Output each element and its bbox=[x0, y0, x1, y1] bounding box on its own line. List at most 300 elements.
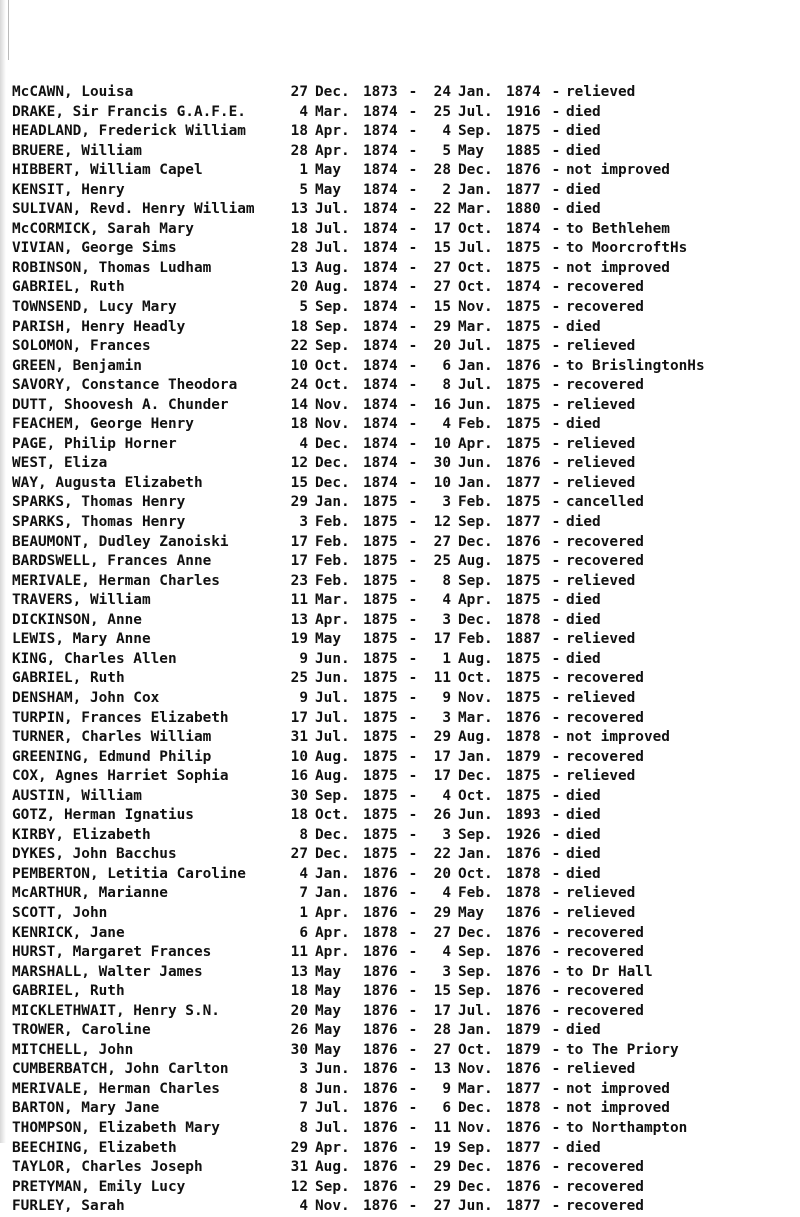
admission-day: 11 bbox=[290, 592, 308, 609]
outcome-dash: - bbox=[551, 787, 561, 804]
discharge-day: 11 bbox=[433, 1119, 451, 1136]
admission-month: May bbox=[315, 162, 341, 179]
discharge-year: 1876 bbox=[506, 1119, 541, 1136]
outcome-dash: - bbox=[551, 396, 561, 413]
date-range-dash: - bbox=[408, 514, 418, 531]
discharge-day: 27 bbox=[433, 1198, 451, 1215]
patient-name: MITCHELL, John bbox=[12, 1041, 134, 1058]
admission-day: 23 bbox=[290, 572, 308, 589]
date-range-dash: - bbox=[408, 1022, 418, 1039]
admission-day: 28 bbox=[290, 240, 308, 257]
register-row bbox=[12, 1021, 800, 1041]
discharge-outcome: to Bethlehem bbox=[566, 220, 670, 237]
discharge-day: 30 bbox=[433, 455, 451, 472]
admission-day: 22 bbox=[290, 338, 308, 355]
patient-name: COX, Agnes Harriet Sophia bbox=[12, 768, 229, 785]
discharge-outcome: died bbox=[566, 318, 601, 335]
register-row bbox=[12, 904, 800, 924]
admission-day: 1 bbox=[299, 904, 308, 921]
admission-year: 1875 bbox=[363, 768, 398, 785]
patient-name: FEACHEM, George Henry bbox=[12, 416, 194, 433]
patient-name: LEWIS, Mary Anne bbox=[12, 631, 151, 648]
admission-year: 1875 bbox=[363, 494, 398, 511]
outcome-dash: - bbox=[551, 1041, 561, 1058]
date-range-dash: - bbox=[408, 181, 418, 198]
admission-year: 1875 bbox=[363, 592, 398, 609]
discharge-outcome: died bbox=[566, 846, 601, 863]
register-row bbox=[12, 474, 800, 494]
register-row bbox=[12, 963, 800, 983]
admission-year: 1876 bbox=[363, 944, 398, 961]
discharge-outcome: recovered bbox=[566, 924, 644, 941]
admission-year: 1874 bbox=[363, 240, 398, 257]
patient-name: MARSHALL, Walter James bbox=[12, 963, 203, 980]
register-row bbox=[12, 161, 800, 181]
discharge-year: 1875 bbox=[506, 553, 541, 570]
discharge-outcome: recovered bbox=[566, 377, 644, 394]
date-range-dash: - bbox=[408, 768, 418, 785]
admission-month: Dec. bbox=[315, 455, 350, 472]
discharge-day: 15 bbox=[433, 240, 451, 257]
admission-day: 3 bbox=[299, 514, 308, 531]
date-range-dash: - bbox=[408, 904, 418, 921]
patient-name: BEECHING, Elizabeth bbox=[12, 1139, 177, 1156]
discharge-year: 1875 bbox=[506, 416, 541, 433]
outcome-dash: - bbox=[551, 650, 561, 667]
discharge-outcome: died bbox=[566, 826, 601, 843]
discharge-month: Jul. bbox=[458, 338, 493, 355]
discharge-day: 28 bbox=[433, 162, 451, 179]
patient-name: TRAVERS, William bbox=[12, 592, 151, 609]
date-range-dash: - bbox=[408, 220, 418, 237]
register-row bbox=[12, 1197, 800, 1217]
date-range-dash: - bbox=[408, 1198, 418, 1215]
outcome-dash: - bbox=[551, 1159, 561, 1176]
date-range-dash: - bbox=[408, 709, 418, 726]
patient-name: GABRIEL, Ruth bbox=[12, 983, 125, 1000]
admission-year: 1875 bbox=[363, 787, 398, 804]
discharge-outcome: relieved bbox=[566, 885, 636, 902]
admission-year: 1874 bbox=[363, 435, 398, 452]
outcome-dash: - bbox=[551, 631, 561, 648]
date-range-dash: - bbox=[408, 592, 418, 609]
admission-day: 18 bbox=[290, 983, 308, 1000]
date-range-dash: - bbox=[408, 338, 418, 355]
discharge-day: 3 bbox=[442, 709, 451, 726]
admission-year: 1874 bbox=[363, 103, 398, 120]
admission-month: Feb. bbox=[315, 553, 350, 570]
admission-month: Jun. bbox=[315, 650, 350, 667]
patient-name: ROBINSON, Thomas Ludham bbox=[12, 259, 212, 276]
discharge-outcome: died bbox=[566, 592, 601, 609]
discharge-month: Oct. bbox=[458, 787, 493, 804]
discharge-month: Jun. bbox=[458, 1198, 493, 1215]
discharge-day: 12 bbox=[433, 514, 451, 531]
admission-year: 1874 bbox=[363, 220, 398, 237]
discharge-day: 17 bbox=[433, 220, 451, 237]
discharge-month: Mar. bbox=[458, 709, 493, 726]
admission-month: Aug. bbox=[315, 1159, 350, 1176]
date-range-dash: - bbox=[408, 963, 418, 980]
discharge-year: 1926 bbox=[506, 826, 541, 843]
admission-month: Jul. bbox=[315, 729, 350, 746]
admission-year: 1874 bbox=[363, 181, 398, 198]
discharge-outcome: to Northampton bbox=[566, 1119, 688, 1136]
discharge-day: 4 bbox=[442, 416, 451, 433]
discharge-year: 1876 bbox=[506, 904, 541, 921]
discharge-month: Apr. bbox=[458, 435, 493, 452]
discharge-outcome: recovered bbox=[566, 1002, 644, 1019]
patient-name: FURLEY, Sarah bbox=[12, 1198, 125, 1215]
discharge-month: Jul. bbox=[458, 240, 493, 257]
patient-name: MICKLETHWAIT, Henry S.N. bbox=[12, 1002, 220, 1019]
admission-day: 30 bbox=[290, 787, 308, 804]
admission-year: 1874 bbox=[363, 357, 398, 374]
register-row bbox=[12, 884, 800, 904]
patient-name: WAY, Augusta Elizabeth bbox=[12, 474, 203, 491]
admission-day: 14 bbox=[290, 396, 308, 413]
discharge-day: 4 bbox=[442, 944, 451, 961]
discharge-month: Feb. bbox=[458, 885, 493, 902]
discharge-day: 22 bbox=[433, 201, 451, 218]
register-row bbox=[12, 748, 800, 768]
date-range-dash: - bbox=[408, 787, 418, 804]
discharge-outcome: died bbox=[566, 1139, 601, 1156]
admission-month: Jul. bbox=[315, 709, 350, 726]
outcome-dash: - bbox=[551, 885, 561, 902]
patient-name: BRUERE, William bbox=[12, 142, 142, 159]
admission-year: 1875 bbox=[363, 514, 398, 531]
date-range-dash: - bbox=[408, 259, 418, 276]
admission-month: Jan. bbox=[315, 885, 350, 902]
discharge-day: 17 bbox=[433, 748, 451, 765]
date-range-dash: - bbox=[408, 357, 418, 374]
admission-month: Sep. bbox=[315, 1178, 350, 1195]
admission-month: Sep. bbox=[315, 787, 350, 804]
discharge-day: 25 bbox=[433, 103, 451, 120]
register-row bbox=[12, 357, 800, 377]
admission-year: 1874 bbox=[363, 377, 398, 394]
discharge-day: 19 bbox=[433, 1139, 451, 1156]
patient-name: McARTHUR, Marianne bbox=[12, 885, 168, 902]
discharge-month: Dec. bbox=[458, 162, 493, 179]
outcome-dash: - bbox=[551, 455, 561, 472]
admission-year: 1876 bbox=[363, 1041, 398, 1058]
outcome-dash: - bbox=[551, 846, 561, 863]
discharge-month: Nov. bbox=[458, 299, 493, 316]
admission-month: May bbox=[315, 963, 341, 980]
discharge-outcome: relieved bbox=[566, 904, 636, 921]
discharge-outcome: died bbox=[566, 103, 601, 120]
admission-day: 3 bbox=[299, 1061, 308, 1078]
admission-month: Aug. bbox=[315, 768, 350, 785]
discharge-year: 1876 bbox=[506, 924, 541, 941]
outcome-dash: - bbox=[551, 572, 561, 589]
admission-year: 1874 bbox=[363, 474, 398, 491]
admission-month: Apr. bbox=[315, 142, 350, 159]
discharge-outcome: recovered bbox=[566, 299, 644, 316]
date-range-dash: - bbox=[408, 494, 418, 511]
discharge-outcome: recovered bbox=[566, 1198, 644, 1215]
admission-month: Apr. bbox=[315, 904, 350, 921]
outcome-dash: - bbox=[551, 983, 561, 1000]
outcome-dash: - bbox=[551, 220, 561, 237]
discharge-year: 1876 bbox=[506, 357, 541, 374]
patient-name: GREEN, Benjamin bbox=[12, 357, 142, 374]
discharge-year: 1893 bbox=[506, 807, 541, 824]
discharge-outcome: died bbox=[566, 1022, 601, 1039]
register-row bbox=[12, 533, 800, 553]
patient-name: CUMBERBATCH, John Carlton bbox=[12, 1061, 229, 1078]
register-row bbox=[12, 826, 800, 846]
register-row bbox=[12, 650, 800, 670]
date-range-dash: - bbox=[408, 670, 418, 687]
date-range-dash: - bbox=[408, 865, 418, 882]
discharge-outcome: died bbox=[566, 611, 601, 628]
discharge-outcome: died bbox=[566, 142, 601, 159]
outcome-dash: - bbox=[551, 162, 561, 179]
discharge-month: Jun. bbox=[458, 807, 493, 824]
admission-year: 1874 bbox=[363, 338, 398, 355]
discharge-day: 29 bbox=[433, 318, 451, 335]
outcome-dash: - bbox=[551, 1178, 561, 1195]
discharge-month: Oct. bbox=[458, 220, 493, 237]
admission-year: 1874 bbox=[363, 455, 398, 472]
register-row bbox=[12, 1099, 800, 1119]
admission-month: Oct. bbox=[315, 807, 350, 824]
admission-month: Dec. bbox=[315, 84, 350, 100]
admission-day: 30 bbox=[290, 1041, 308, 1058]
discharge-day: 17 bbox=[433, 768, 451, 785]
admission-day: 20 bbox=[290, 1002, 308, 1019]
outcome-dash: - bbox=[551, 1080, 561, 1097]
discharge-month: Nov. bbox=[458, 1061, 493, 1078]
date-range-dash: - bbox=[408, 1002, 418, 1019]
admission-day: 19 bbox=[290, 631, 308, 648]
admission-day: 17 bbox=[290, 553, 308, 570]
register-row bbox=[12, 1178, 800, 1198]
outcome-dash: - bbox=[551, 904, 561, 921]
register-row bbox=[12, 689, 800, 709]
discharge-month: May bbox=[458, 904, 484, 921]
register-row bbox=[12, 1080, 800, 1100]
patient-name: AUSTIN, William bbox=[12, 787, 142, 804]
discharge-year: 1878 bbox=[506, 885, 541, 902]
patient-name: TURPIN, Frances Elizabeth bbox=[12, 709, 229, 726]
date-range-dash: - bbox=[408, 201, 418, 218]
discharge-outcome: recovered bbox=[566, 670, 644, 687]
discharge-month: Feb. bbox=[458, 416, 493, 433]
patient-name: SPARKS, Thomas Henry bbox=[12, 514, 186, 531]
discharge-outcome: not improved bbox=[566, 162, 670, 179]
discharge-year: 1875 bbox=[506, 768, 541, 785]
admission-month: Sep. bbox=[315, 299, 350, 316]
admission-year: 1874 bbox=[363, 279, 398, 296]
discharge-outcome: not improved bbox=[566, 259, 670, 276]
patient-name: VIVIAN, George Sims bbox=[12, 240, 177, 257]
register-row bbox=[12, 1119, 800, 1139]
discharge-outcome: died bbox=[566, 181, 601, 198]
discharge-year: 1876 bbox=[506, 1061, 541, 1078]
admission-year: 1876 bbox=[363, 885, 398, 902]
discharge-year: 1875 bbox=[506, 494, 541, 511]
patient-name: PARISH, Henry Headly bbox=[12, 318, 186, 335]
admission-day: 5 bbox=[299, 181, 308, 198]
outcome-dash: - bbox=[551, 807, 561, 824]
register-row bbox=[12, 1158, 800, 1178]
admission-year: 1874 bbox=[363, 201, 398, 218]
discharge-month: Oct. bbox=[458, 259, 493, 276]
date-range-dash: - bbox=[408, 299, 418, 316]
patient-name: HURST, Margaret Frances bbox=[12, 944, 212, 961]
admission-day: 7 bbox=[299, 885, 308, 902]
admission-day: 18 bbox=[290, 807, 308, 824]
admission-year: 1875 bbox=[363, 846, 398, 863]
discharge-day: 11 bbox=[433, 670, 451, 687]
register-row bbox=[12, 278, 800, 298]
discharge-day: 27 bbox=[433, 924, 451, 941]
discharge-outcome: to Dr Hall bbox=[566, 963, 653, 980]
discharge-day: 16 bbox=[433, 396, 451, 413]
admission-day: 18 bbox=[290, 123, 308, 140]
admission-month: Apr. bbox=[315, 944, 350, 961]
discharge-month: Jan. bbox=[458, 181, 493, 198]
discharge-day: 29 bbox=[433, 1178, 451, 1195]
outcome-dash: - bbox=[551, 514, 561, 531]
outcome-dash: - bbox=[551, 279, 561, 296]
outcome-dash: - bbox=[551, 963, 561, 980]
outcome-dash: - bbox=[551, 494, 561, 511]
date-range-dash: - bbox=[408, 103, 418, 120]
admission-month: Jul. bbox=[315, 201, 350, 218]
discharge-outcome: relieved bbox=[566, 396, 636, 413]
date-range-dash: - bbox=[408, 1178, 418, 1195]
admission-month: Jul. bbox=[315, 240, 350, 257]
register-row bbox=[12, 865, 800, 885]
discharge-day: 15 bbox=[433, 983, 451, 1000]
discharge-month: Feb. bbox=[458, 494, 493, 511]
discharge-month: Oct. bbox=[458, 865, 493, 882]
discharge-day: 9 bbox=[442, 1080, 451, 1097]
discharge-year: 1875 bbox=[506, 123, 541, 140]
discharge-month: May bbox=[458, 142, 484, 159]
date-range-dash: - bbox=[408, 396, 418, 413]
admission-year: 1875 bbox=[363, 670, 398, 687]
discharge-outcome: died bbox=[566, 787, 601, 804]
admission-day: 4 bbox=[299, 1198, 308, 1215]
admission-year: 1876 bbox=[363, 1159, 398, 1176]
discharge-month: Sep. bbox=[458, 123, 493, 140]
admission-year: 1874 bbox=[363, 416, 398, 433]
register-row bbox=[12, 103, 800, 123]
register-row bbox=[12, 787, 800, 807]
register-row bbox=[12, 142, 800, 162]
discharge-day: 4 bbox=[442, 592, 451, 609]
discharge-month: Dec. bbox=[458, 768, 493, 785]
date-range-dash: - bbox=[408, 983, 418, 1000]
register-row bbox=[12, 709, 800, 729]
discharge-month: Sep. bbox=[458, 826, 493, 843]
admission-month: May bbox=[315, 181, 341, 198]
outcome-dash: - bbox=[551, 611, 561, 628]
admission-day: 25 bbox=[290, 670, 308, 687]
discharge-month: Sep. bbox=[458, 944, 493, 961]
admission-day: 13 bbox=[290, 963, 308, 980]
register-row bbox=[12, 982, 800, 1002]
discharge-day: 3 bbox=[442, 611, 451, 628]
outcome-dash: - bbox=[551, 1100, 561, 1117]
admission-month: Apr. bbox=[315, 1139, 350, 1156]
admission-month: Jan. bbox=[315, 494, 350, 511]
admission-year: 1876 bbox=[363, 1139, 398, 1156]
outcome-dash: - bbox=[551, 84, 561, 100]
discharge-year: 1876 bbox=[506, 944, 541, 961]
admission-year: 1876 bbox=[363, 1178, 398, 1195]
admission-month: Jun. bbox=[315, 1080, 350, 1097]
discharge-outcome: not improved bbox=[566, 1100, 670, 1117]
discharge-month: Aug. bbox=[458, 729, 493, 746]
admission-day: 24 bbox=[290, 377, 308, 394]
register-row bbox=[12, 1060, 800, 1080]
register-row bbox=[12, 298, 800, 318]
admission-year: 1874 bbox=[363, 396, 398, 413]
admission-day: 9 bbox=[299, 689, 308, 706]
discharge-year: 1878 bbox=[506, 729, 541, 746]
discharge-month: Dec. bbox=[458, 611, 493, 628]
outcome-dash: - bbox=[551, 474, 561, 491]
discharge-day: 20 bbox=[433, 865, 451, 882]
register-row bbox=[12, 611, 800, 631]
admission-day: 29 bbox=[290, 1139, 308, 1156]
patient-name: WEST, Eliza bbox=[12, 455, 108, 472]
date-range-dash: - bbox=[408, 729, 418, 746]
register-row bbox=[12, 83, 800, 103]
patient-name: TURNER, Charles William bbox=[12, 729, 212, 746]
date-range-dash: - bbox=[408, 533, 418, 550]
date-range-dash: - bbox=[408, 318, 418, 335]
date-range-dash: - bbox=[408, 162, 418, 179]
date-range-dash: - bbox=[408, 572, 418, 589]
register-row bbox=[12, 181, 800, 201]
admissions-register-list bbox=[12, 83, 800, 1217]
date-range-dash: - bbox=[408, 1159, 418, 1176]
discharge-day: 6 bbox=[442, 357, 451, 374]
outcome-dash: - bbox=[551, 689, 561, 706]
admission-day: 27 bbox=[290, 846, 308, 863]
outcome-dash: - bbox=[551, 142, 561, 159]
discharge-year: 1875 bbox=[506, 396, 541, 413]
register-row bbox=[12, 1041, 800, 1061]
admission-month: May bbox=[315, 1022, 341, 1039]
discharge-year: 1875 bbox=[506, 592, 541, 609]
admission-year: 1875 bbox=[363, 650, 398, 667]
discharge-day: 27 bbox=[433, 259, 451, 276]
discharge-outcome: recovered bbox=[566, 533, 644, 550]
discharge-day: 4 bbox=[442, 787, 451, 804]
admission-day: 29 bbox=[290, 494, 308, 511]
register-row bbox=[12, 1002, 800, 1022]
discharge-outcome: recovered bbox=[566, 944, 644, 961]
admission-day: 28 bbox=[290, 142, 308, 159]
date-range-dash: - bbox=[408, 1139, 418, 1156]
outcome-dash: - bbox=[551, 1119, 561, 1136]
outcome-dash: - bbox=[551, 240, 561, 257]
patient-name: DYKES, John Bacchus bbox=[12, 846, 177, 863]
admission-day: 1 bbox=[299, 162, 308, 179]
discharge-month: Jan. bbox=[458, 474, 493, 491]
register-row bbox=[12, 396, 800, 416]
discharge-year: 1879 bbox=[506, 748, 541, 765]
